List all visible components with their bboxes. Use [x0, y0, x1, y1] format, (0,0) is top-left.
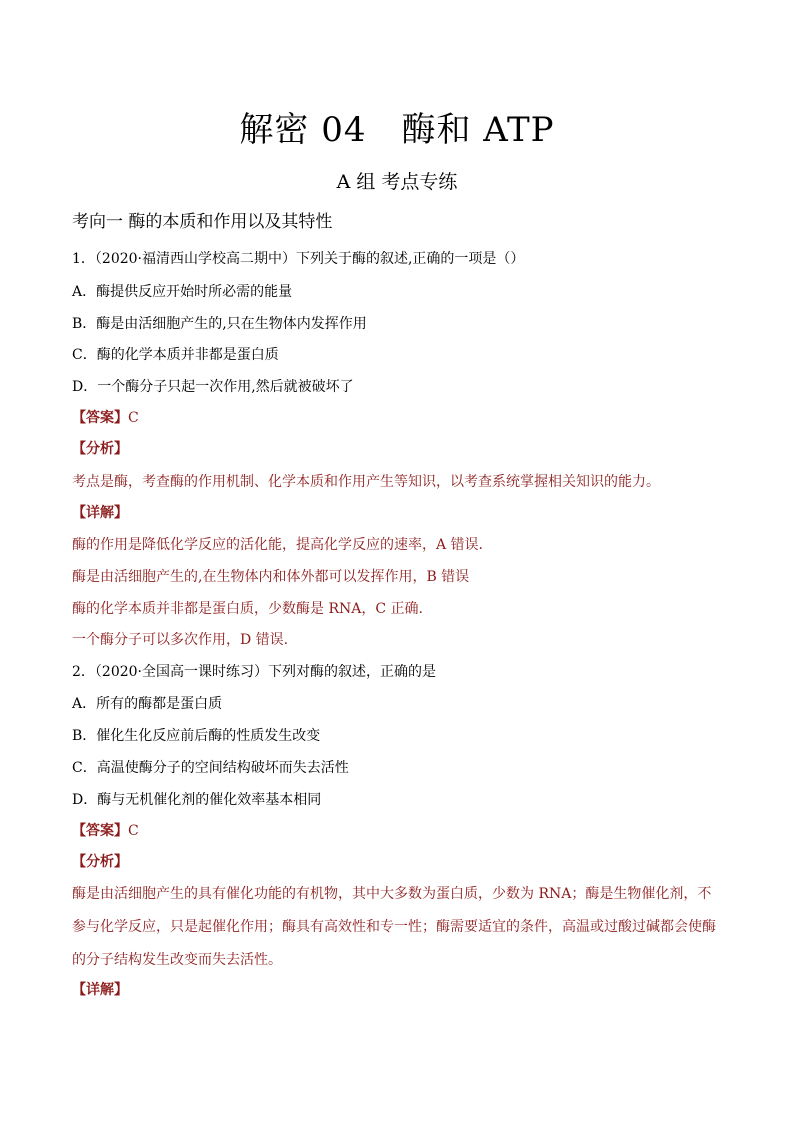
question-2-detail-label: 【详解】: [72, 982, 128, 998]
answer-value: C: [128, 410, 139, 426]
question-1-analysis: 考点是酶，考查酶的作用机制、化学本质和作用产生等知识，以考查系统掌握相关知识的能力。: [72, 474, 660, 490]
page-title: 解密 04 酶和 ATP: [239, 110, 555, 150]
answer-label: 【答案】: [72, 410, 128, 426]
question-1-detail-2: 酶是由活细胞产生的,在生物体内和体外都可以发挥作用，B 错误: [72, 569, 470, 585]
question-1-answer: [72, 407, 139, 429]
question-1-option-b: B．酶是由活细胞产生的,只在生物体内发挥作用: [72, 316, 367, 332]
question-2-stem: 2．（2020·全国高一课时练习）下列对酶的叙述，正确的是: [72, 664, 436, 680]
answer-value: C: [128, 823, 139, 839]
answer-label: 【答案】: [72, 823, 128, 839]
question-1-option-d: D．一个酶分子只起一次作用,然后就被破坏了: [72, 379, 354, 395]
question-2-analysis-label: 【分析】: [72, 854, 128, 870]
question-1-detail-4: 一个酶分子可以多次作用，D 错误.: [72, 632, 289, 648]
question-1-analysis-label: 【分析】: [72, 441, 128, 457]
question-2-option-a: A．所有的酶都是蛋白质: [72, 696, 223, 712]
question-1-option-a: A．酶提供反应开始时所必需的能量: [72, 284, 293, 300]
question-1-detail-3: 酶的化学本质并非都是蛋白质，少数酶是 RNA，C 正确.: [72, 601, 423, 617]
question-1-stem: 1．（2020·福清西山学校高二期中）下列关于酶的叙述,正确的一项是（）: [72, 251, 525, 267]
question-1-detail-label: 【详解】: [72, 505, 128, 521]
question-2-option-c: C．高温使酶分子的空间结构破坏而失去活性: [72, 760, 349, 776]
section-heading: 考向一 酶的本质和作用以及其特性: [72, 212, 333, 232]
question-2-analysis: 酶是由活细胞产生的具有催化功能的有机物，其中大多数为蛋白质，少数为 RNA；酶是生物催化剂，不参与化学反应，只是起催化作用；酶具有高效性和专一性；酶需要适宜的条件，高温或过酸过碱都会使酶的分子结构发生改变而失去活性。: [72, 886, 716, 968]
question-2-answer: [72, 820, 139, 842]
question-2-option-d: D．酶与无机催化剂的催化效率基本相同: [72, 792, 322, 808]
question-2-option-b: B．催化生化反应前后酶的性质发生改变: [72, 728, 321, 744]
page-subtitle: A 组 考点专练: [336, 171, 458, 193]
question-1-option-c: C．酶的化学本质并非都是蛋白质: [72, 347, 279, 363]
question-1-detail-1: 酶的作用是降低化学反应的活化能，提高化学反应的速率，A 错误.: [72, 537, 484, 553]
